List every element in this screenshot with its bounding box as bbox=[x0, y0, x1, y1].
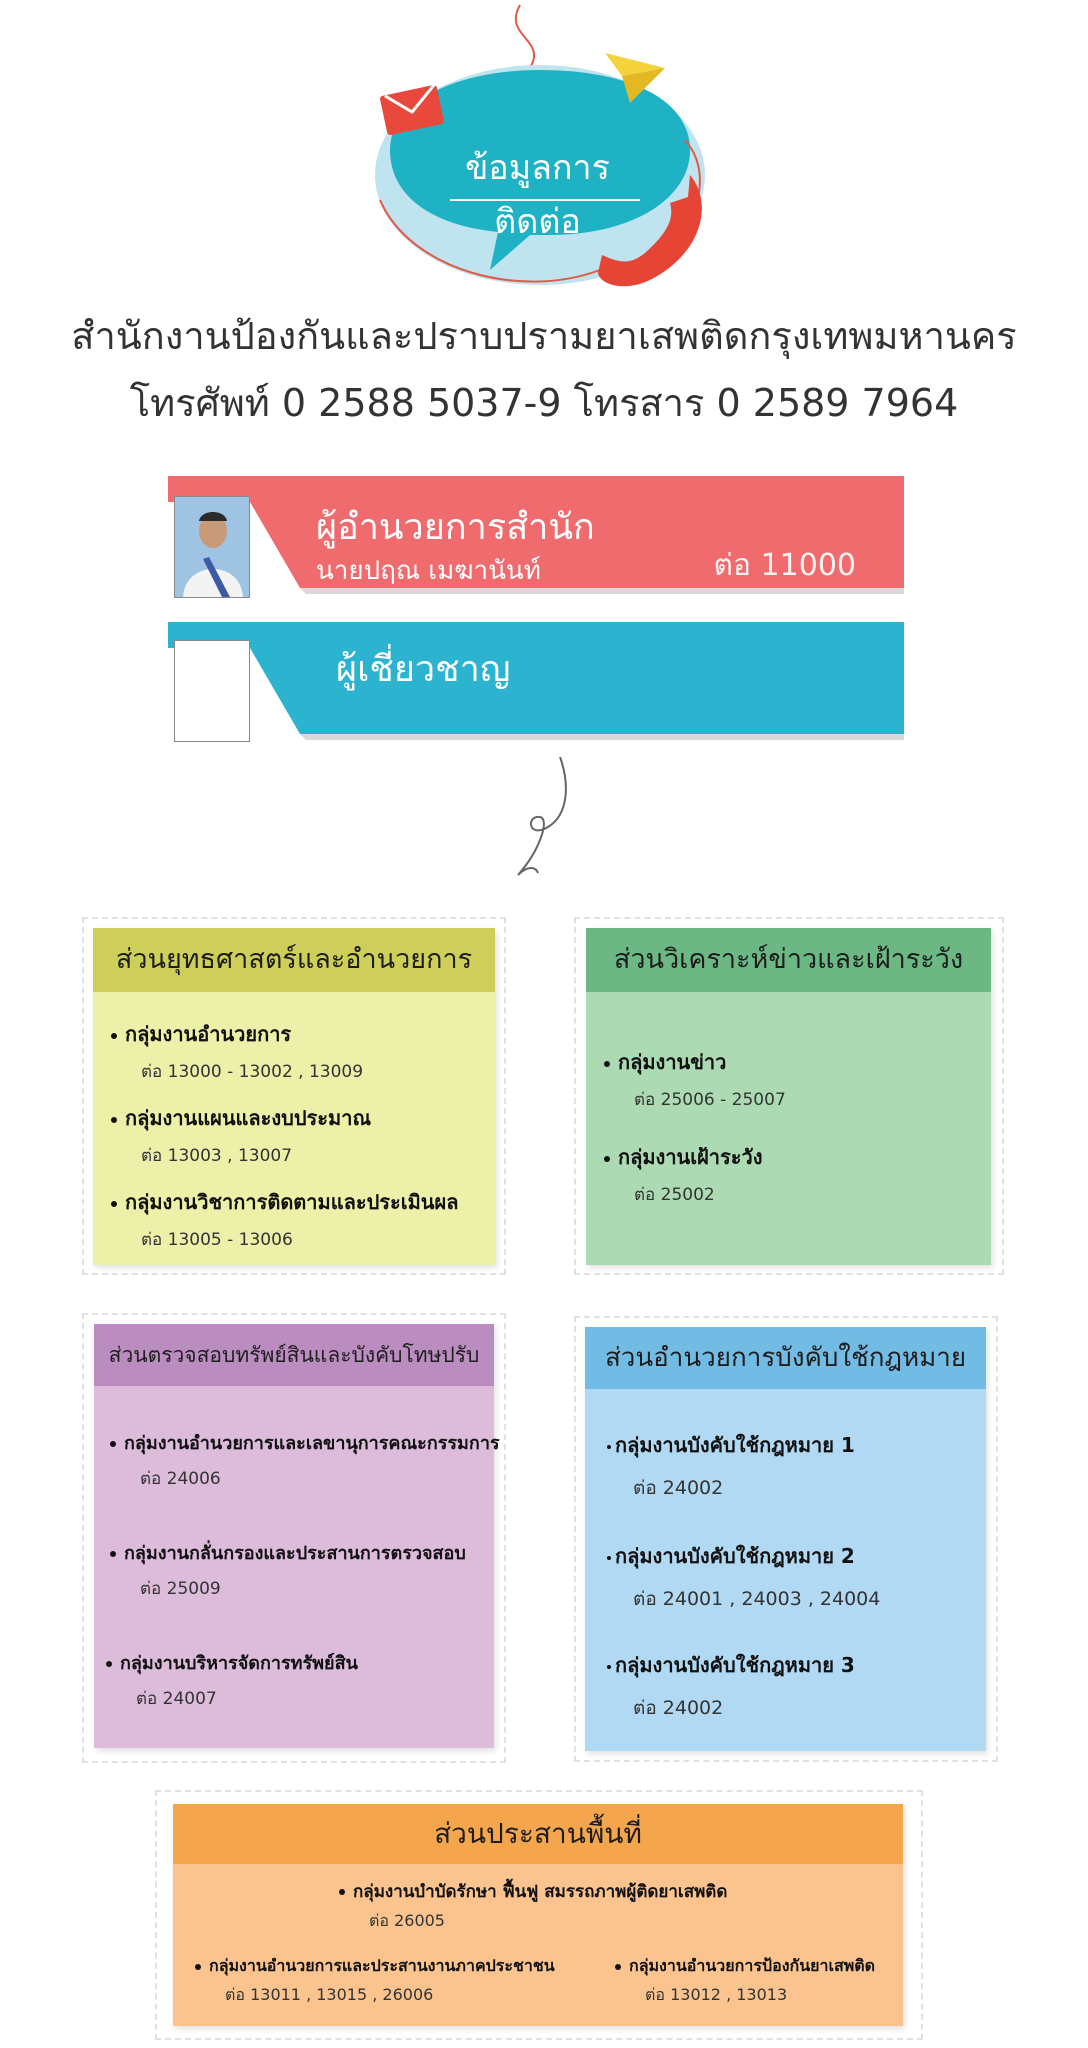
area-item: กลุ่มงานบำบัดรักษา ฟื้นฟู สมรรถภาพผู้ติดยาเสพติด ต่อ 26005 bbox=[339, 1878, 727, 1934]
enforcement-item: กลุ่มงานบังคับใช้กฎหมาย 1 ต่อ 24002 bbox=[607, 1429, 855, 1503]
intelligence-item: กลุ่มงานเฝ้าระวัง ต่อ 25002 bbox=[604, 1141, 762, 1208]
intelligence-section-card bbox=[586, 928, 991, 1265]
director-photo bbox=[174, 496, 250, 598]
area-section-title: ส่วนประสานพื้นที่ bbox=[173, 1804, 903, 1864]
expert-photo-placeholder bbox=[174, 640, 250, 742]
paper-plane-icon bbox=[600, 48, 670, 108]
expert-title: ผู้เชี่ยวชาญ bbox=[336, 649, 511, 690]
area-item: กลุ่มงานอำนวยการและประสานงานภาคประชาชน ต่อ 13011 , 13015 , 26006 bbox=[195, 1954, 555, 2008]
assets-item: กลุ่มงานบริหารจัดการทรัพย์สิน ต่อ 24007 bbox=[106, 1648, 358, 1712]
enforcement-section-card bbox=[585, 1327, 986, 1751]
envelope-icon bbox=[378, 78, 448, 138]
strategy-section-title: ส่วนยุทธศาสตร์และอำนวยการ bbox=[93, 928, 495, 992]
intelligence-item: กลุ่มงานข่าว ต่อ 25006 - 25007 bbox=[604, 1046, 786, 1113]
expert-banner-ribbon bbox=[168, 622, 904, 740]
strategy-item: กลุ่มงานอำนวยการ ต่อ 13000 - 13002 , 13009 bbox=[111, 1018, 363, 1085]
assets-item: กลุ่มงานอำนวยการและเลขานุการคณะกรรมการ ต่อ 24006 bbox=[110, 1428, 500, 1492]
director-name: นายปฤณ เมฆานันท์ bbox=[316, 556, 541, 586]
director-title: ผู้อำนวยการสำนัก bbox=[316, 507, 595, 548]
enforcement-section-title: ส่วนอำนวยการบังคับใช้กฎหมาย bbox=[585, 1327, 986, 1389]
intelligence-section-title: ส่วนวิเคราะห์ข่าวและเฝ้าระวัง bbox=[586, 928, 991, 992]
office-name: สำนักงานป้องกันและปราบปรามยาเสพติดกรุงเทพมหานคร bbox=[71, 314, 1017, 358]
area-item: กลุ่มงานอำนวยการป้องกันยาเสพติด ต่อ 13012 , 13013 bbox=[615, 1954, 875, 2008]
portrait-icon bbox=[175, 497, 250, 598]
director-banner bbox=[168, 476, 904, 594]
enforcement-item: กลุ่มงานบังคับใช้กฎหมาย 2 ต่อ 24001 , 24003 , 24004 bbox=[607, 1540, 880, 1614]
assets-section-title: ส่วนตรวจสอบทรัพย์สินและบังคับโทษปรับ bbox=[94, 1324, 494, 1386]
strategy-item: กลุ่มงานแผนและงบประมาณ ต่อ 13003 , 13007 bbox=[111, 1102, 371, 1169]
contact-hero-illustration bbox=[350, 0, 730, 300]
strategy-section-card bbox=[93, 928, 495, 1265]
bubble-title: ข้อมูลการติดต่อ bbox=[465, 148, 610, 242]
strategy-item: กลุ่มงานวิชาการติดตามและประเมินผล ต่อ 13005 - 13006 bbox=[111, 1186, 458, 1253]
divider-doodle-icon bbox=[508, 755, 580, 880]
enforcement-item: กลุ่มงานบังคับใช้กฎหมาย 3 ต่อ 24002 bbox=[607, 1649, 855, 1723]
assets-item: กลุ่มงานกลั่นกรองและประสานการตรวจสอบ ต่อ 25009 bbox=[110, 1538, 466, 1602]
office-phone: โทรศัพท์ 0 2588 5037-9 โทรสาร 0 2589 7964 bbox=[129, 381, 959, 425]
assets-section-card bbox=[94, 1324, 500, 1748]
expert-banner bbox=[168, 622, 904, 740]
area-section-card bbox=[173, 1804, 903, 2026]
director-extension: ต่อ 11000 bbox=[713, 548, 856, 583]
